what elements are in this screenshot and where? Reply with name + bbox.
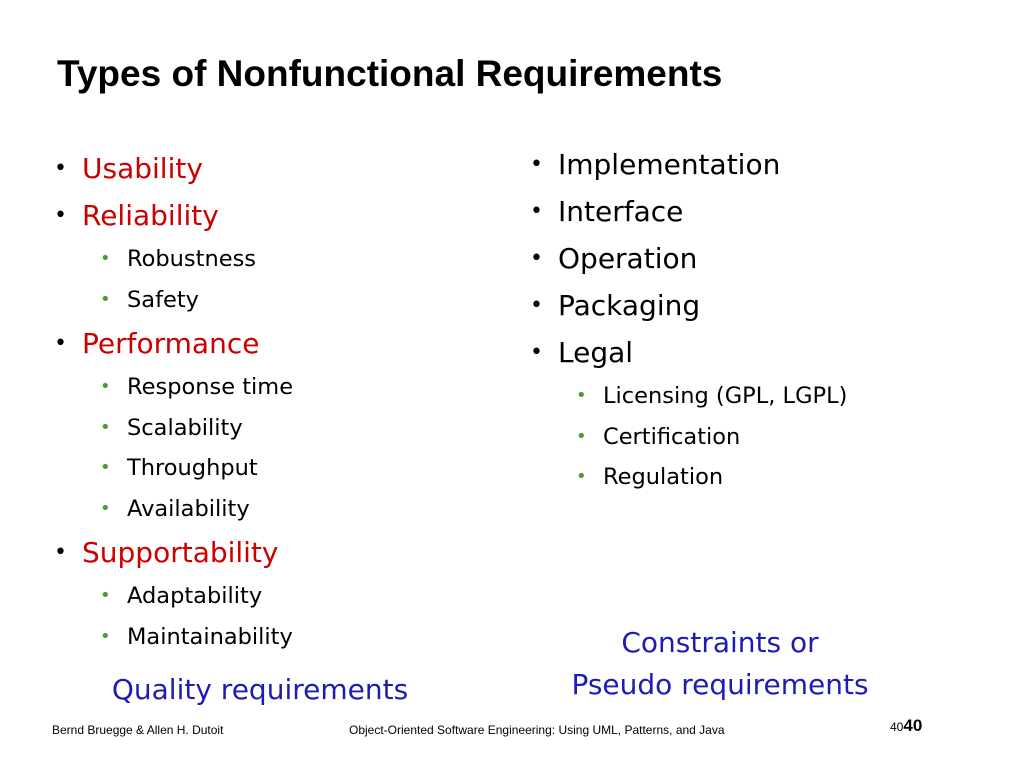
sub-item-label: Safety xyxy=(127,286,199,313)
list-item-reliability xyxy=(52,197,482,235)
bullet-icon: • xyxy=(54,540,67,565)
sub-item-throughput xyxy=(52,453,482,483)
sub-bullet-icon: • xyxy=(100,416,111,438)
sub-bullet-icon: • xyxy=(100,376,111,397)
list-item-implementation xyxy=(528,146,998,184)
caption-line-1: Constraints or xyxy=(621,626,819,659)
list-item-packaging xyxy=(528,287,998,325)
bullet-icon: • xyxy=(530,293,543,318)
list-item-interface xyxy=(528,193,998,231)
sub-bullet-icon: • xyxy=(576,466,587,487)
pseudo-requirements-list xyxy=(528,146,998,503)
sub-item-maintainability xyxy=(52,622,482,652)
sub-item-label: Maintainability xyxy=(127,623,293,650)
item-label: Legal xyxy=(558,336,634,369)
bullet-icon: • xyxy=(530,340,543,365)
sub-bullet-icon: • xyxy=(100,497,111,519)
bullet-icon: • xyxy=(530,199,543,224)
footer-authors: Bernd Bruegge & Allen H. Dutoit xyxy=(52,723,224,737)
item-label: Usability xyxy=(82,152,203,185)
sub-item-label: Scalability xyxy=(127,414,243,441)
list-item-operation xyxy=(528,240,998,278)
sub-item-regulation xyxy=(528,462,998,492)
bullet-icon: • xyxy=(54,203,67,228)
sub-item-availability xyxy=(52,494,482,524)
sub-bullet-icon: • xyxy=(576,425,587,447)
sub-item-label: Regulation xyxy=(603,464,724,490)
sub-item-label: Throughput xyxy=(127,455,258,481)
sub-item-label: Availability xyxy=(127,495,250,522)
slide-title: Types of Nonfunctional Requirements xyxy=(57,53,723,94)
item-label: Implementation xyxy=(558,148,781,181)
item-label: Operation xyxy=(558,242,698,275)
sub-item-safety xyxy=(52,285,482,315)
pseudo-requirements-caption xyxy=(520,622,920,706)
quality-requirements-caption: Quality requirements xyxy=(111,673,409,706)
sub-item-label: Response time xyxy=(127,374,294,400)
sub-item-robustness xyxy=(52,244,482,274)
list-item-legal xyxy=(528,334,998,372)
item-label: Performance xyxy=(82,327,260,360)
bullet-icon: • xyxy=(530,246,543,271)
item-label: Reliability xyxy=(82,199,219,232)
sub-bullet-icon: • xyxy=(576,385,587,406)
bullet-icon: • xyxy=(530,152,543,177)
sub-item-scalability xyxy=(52,413,482,443)
sub-bullet-icon: • xyxy=(100,288,111,310)
bullet-icon: • xyxy=(54,156,67,181)
list-item-usability xyxy=(52,150,482,188)
sub-item-adaptability xyxy=(52,581,482,611)
sub-item-label: Adaptability xyxy=(127,583,263,609)
page-number-small: 40 xyxy=(890,720,904,734)
page-number xyxy=(890,718,922,735)
sub-item-label: Robustness xyxy=(127,246,257,272)
quality-requirements-list xyxy=(52,150,482,662)
sub-bullet-icon: • xyxy=(100,457,111,478)
sub-bullet-icon: • xyxy=(100,248,111,269)
list-item-supportability xyxy=(52,534,482,572)
item-label: Interface xyxy=(558,195,684,228)
item-label: Supportability xyxy=(82,536,279,569)
sub-item-certification xyxy=(528,422,998,452)
page-number-large: 40 xyxy=(903,716,923,735)
footer-book-title: Object-Oriented Software Engineering: Using UML, Patterns, and Java xyxy=(349,723,725,737)
sub-bullet-icon: • xyxy=(100,625,111,647)
item-label: Packaging xyxy=(558,289,701,322)
sub-bullet-icon: • xyxy=(100,585,111,606)
caption-line-2: Pseudo requirements xyxy=(571,668,869,701)
sub-item-label: Certification xyxy=(603,423,741,450)
bullet-icon: • xyxy=(54,331,67,356)
list-item-performance xyxy=(52,325,482,363)
sub-item-response-time xyxy=(52,372,482,402)
sub-item-licensing xyxy=(528,381,998,411)
sub-item-label: Licensing (GPL, LGPL) xyxy=(603,383,848,409)
